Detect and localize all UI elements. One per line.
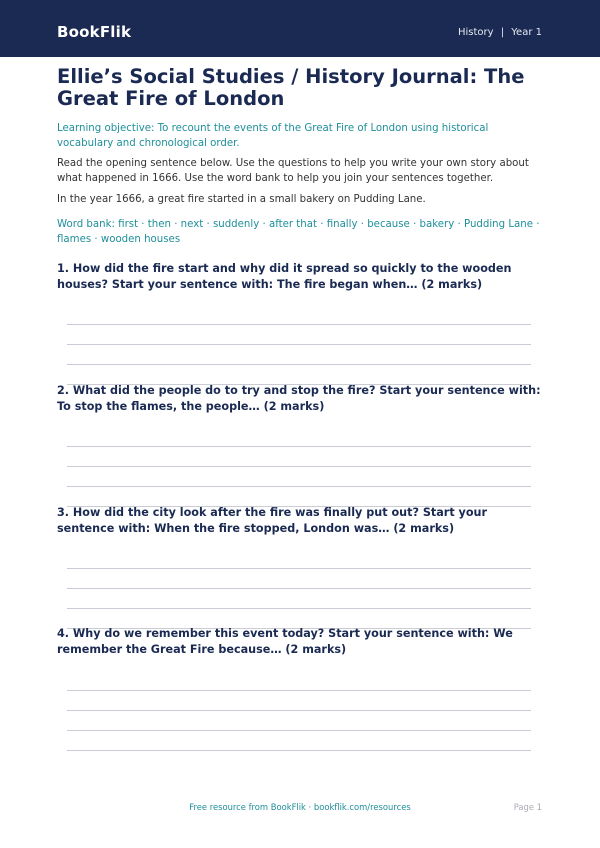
answer-line-q4-2[interactable] bbox=[67, 710, 531, 711]
question-4: 4. Why do we remember this event today? Start your sentence with: We remember the Great Fire because… (2 marks) bbox=[57, 627, 513, 656]
page-number: Page 1 bbox=[513, 802, 542, 812]
question-3: 3. How did the city look after the fire was finally put out? Start your sentence with: When the fire stopped, London was… (2 marks) bbox=[57, 506, 488, 535]
answer-line-q4-4[interactable] bbox=[67, 750, 531, 751]
instructions-text: Read the opening sentence below. Use the questions to help you write your own story about what happened in 1666. Use the word bank to help you join your sentences together. bbox=[57, 158, 529, 184]
question-2: 2. What did the people do to try and stop the fire? Start your sentence with: To stop the flames, the people… (2 marks) bbox=[57, 384, 541, 413]
answer-line-q3-1[interactable] bbox=[67, 568, 531, 569]
answer-line-q4-1[interactable] bbox=[67, 690, 531, 691]
answer-line-q4-3[interactable] bbox=[67, 730, 531, 731]
answer-line-q1-3[interactable] bbox=[67, 364, 531, 365]
subject-year-breadcrumb bbox=[458, 27, 542, 39]
year-label: Year 1 bbox=[511, 27, 542, 38]
footer-resource-link[interactable]: Free resource from BookFlik · bookflik.com/resources bbox=[189, 802, 411, 812]
brand-logo-text: BookFlik bbox=[57, 23, 132, 41]
answer-line-q3-2[interactable] bbox=[67, 588, 531, 589]
worksheet-title: Ellie’s Social Studies / History Journal: The Great Fire of London bbox=[57, 65, 525, 110]
answer-line-q2-3[interactable] bbox=[67, 486, 531, 487]
question-1: 1. How did the fire start and why did it spread so quickly to the wooden houses? Start your sentence with: The fire began when… (2 marks) bbox=[57, 262, 512, 291]
answer-line-q2-2[interactable] bbox=[67, 466, 531, 467]
subject-label: History bbox=[457, 27, 494, 38]
page-header bbox=[0, 0, 600, 57]
answer-line-q2-1[interactable] bbox=[67, 446, 531, 447]
answer-line-q1-2[interactable] bbox=[67, 344, 531, 345]
breadcrumb-separator: | bbox=[500, 27, 505, 38]
answer-line-q1-1[interactable] bbox=[67, 324, 531, 325]
opening-sentence: In the year 1666, a great fire started in a small bakery on Pudding Lane. bbox=[57, 194, 426, 205]
learning-objective: Learning objective: To recount the events of the Great Fire of London using historical vocabulary and chronological order. bbox=[57, 123, 489, 149]
answer-line-q3-3[interactable] bbox=[67, 608, 531, 609]
word-bank: Word bank: first · then · next · suddenly · after that · finally · because · bakery · Pudding Lane · flames · wooden houses bbox=[57, 219, 540, 245]
